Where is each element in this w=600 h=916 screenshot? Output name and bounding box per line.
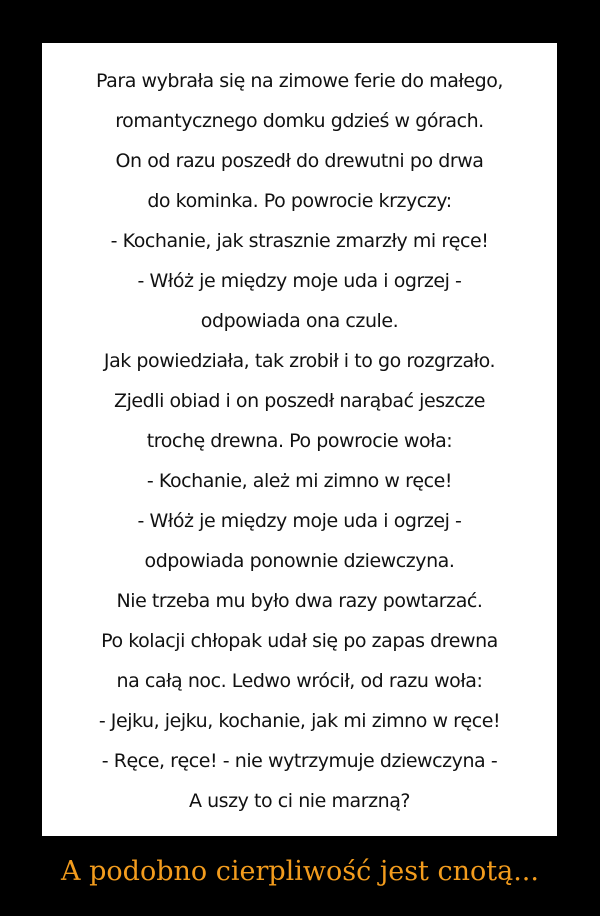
joke-text-panel bbox=[42, 43, 557, 836]
story-line: Jak powiedziała, tak zrobił i to go rozgrzało. bbox=[103, 350, 496, 372]
story-line: - Włóż je między moje uda i ogrzej - bbox=[137, 270, 462, 292]
story-line: Zjedli obiad i on poszedł narąbać jeszcze bbox=[114, 390, 485, 412]
story-line: odpowiada ponownie dziewczyna. bbox=[144, 550, 455, 572]
story-line: na całą noc. Ledwo wrócił, od razu woła: bbox=[116, 670, 483, 692]
story-line: odpowiada ona czule. bbox=[200, 310, 399, 332]
story-line: do kominka. Po powrocie krzyczy: bbox=[147, 190, 452, 212]
story-line: Nie trzeba mu było dwa razy powtarzać. bbox=[116, 590, 483, 612]
story-line: Po kolacji chłopak udał się po zapas drewna bbox=[101, 630, 498, 652]
story-line: On od razu poszedł do drewutni po drwa bbox=[115, 150, 484, 172]
story-line: - Jejku, jejku, kochanie, jak mi zimno w ręce! bbox=[98, 710, 501, 732]
story-line: - Kochanie, alеż mi zimno w ręce! bbox=[146, 470, 453, 492]
story-line: romantycznego domku gdzieś w górach. bbox=[115, 110, 484, 132]
story-line: - Kochanie, jak strasznie zmarzły mi ręce! bbox=[110, 230, 489, 252]
story-line: trochę drewna. Po powrocie woła: bbox=[146, 430, 453, 452]
story-line: Para wybrała się na zimowe ferie do małego, bbox=[96, 70, 503, 92]
story-line: - Ręce, ręce! - nie wytrzymuje dziewczyna - bbox=[101, 750, 498, 772]
story-line: - Włóż je między moje uda i ogrzej - bbox=[137, 510, 462, 532]
joke-story bbox=[42, 61, 557, 821]
story-line: A uszy to ci nie marzną? bbox=[188, 790, 411, 812]
poster-caption: A podobno cierpliwość jest cnotą... bbox=[61, 856, 539, 887]
